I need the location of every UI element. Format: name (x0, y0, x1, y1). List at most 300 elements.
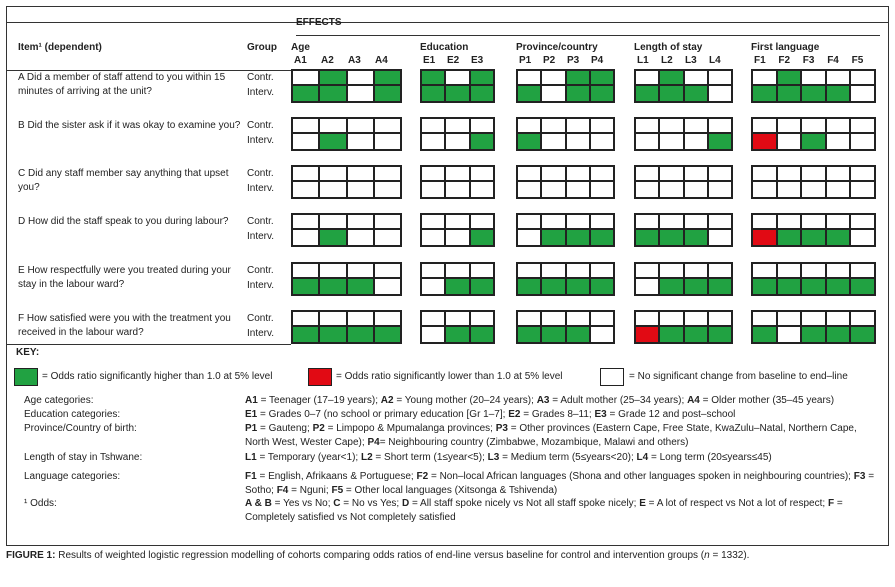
odds-cell-interv-a2-higher (319, 133, 346, 150)
key-category-description (245, 451, 880, 465)
code-e1: E1 (423, 55, 436, 66)
odds-cell-contr-e2-no-change (445, 166, 469, 181)
odds-cell-contr-p2-no-change (541, 70, 565, 85)
odds-cell-contr-e2-no-change (445, 70, 469, 85)
odds-cell-interv-l1-no-change (635, 278, 659, 295)
key-code: A & B (245, 498, 272, 509)
odds-cell-contr-l4-no-change (708, 263, 732, 278)
odds-cell-contr-e3-no-change (470, 166, 494, 181)
odds-cell-interv-f5-no-change (850, 85, 875, 102)
code-f1: F1 (754, 55, 766, 66)
odds-cell-contr-l4-no-change (708, 118, 732, 133)
odds-grid-first-language (751, 213, 876, 247)
odds-cell-contr-f5-no-change (850, 166, 875, 181)
key-category-description (245, 408, 880, 422)
odds-cell-interv-l1-higher (635, 229, 659, 246)
key-code-meaning: = Neighbouring country (Zimbabwe, Mozambique, Malawi and others) (379, 436, 689, 448)
odds-cell-interv-a1-higher (292, 326, 319, 343)
odds-cell-interv-f5-no-change (850, 133, 875, 150)
odds-grid-length-of-stay (634, 310, 733, 344)
odds-cell-contr-e2-no-change (445, 214, 469, 229)
code-f3: F3 (802, 55, 815, 66)
key-code-meaning: = All staff spoke nicely vs Not all staff spoke nicely; (409, 498, 640, 509)
odds-cell-interv-a4-no-change (374, 181, 401, 198)
odds-grid-length-of-stay (634, 69, 733, 103)
odds-cell-contr-e1-no-change (421, 263, 445, 278)
odds-cell-interv-f1-lower (752, 229, 777, 246)
group-label-interv: Interv. (247, 328, 275, 339)
odds-cell-interv-e3-higher (470, 133, 494, 150)
code-f4: F4 (827, 55, 839, 66)
odds-cell-contr-f3-no-change (801, 70, 826, 85)
effects-rule (296, 35, 880, 36)
key-code-meaning: = Adult mother (25–34 years); (549, 395, 688, 406)
odds-grid-length-of-stay (634, 213, 733, 247)
odds-cell-contr-f4-no-change (826, 70, 851, 85)
odds-cell-interv-l1-higher (635, 85, 659, 102)
item-question: D How did the staff speak to you during labour? (18, 216, 229, 227)
odds-cell-contr-p2-no-change (541, 166, 565, 181)
odds-cell-interv-f4-higher (826, 278, 851, 295)
odds-cell-contr-l1-no-change (635, 166, 659, 181)
key-code: E1 (245, 409, 258, 420)
odds-cell-interv-f2-higher (777, 278, 802, 295)
odds-cell-contr-l2-no-change (659, 118, 683, 133)
odds-cell-contr-p1-no-change (517, 214, 541, 229)
odds-cell-contr-e2-no-change (445, 118, 469, 133)
odds-cell-contr-l4-no-change (708, 214, 732, 229)
odds-grid-first-language (751, 165, 876, 199)
key-code-meaning: = Gauteng; (257, 423, 313, 434)
odds-cell-interv-p4-higher (590, 85, 614, 102)
odds-cell-contr-f3-no-change (801, 166, 826, 181)
odds-cell-interv-l2-no-change (659, 133, 683, 150)
group-label-contr: Contr. (247, 216, 274, 227)
odds-cell-contr-f1-no-change (752, 311, 777, 326)
odds-grid-length-of-stay (634, 262, 733, 296)
group-header: Group (247, 42, 277, 53)
odds-cell-interv-l3-higher (684, 85, 708, 102)
odds-cell-contr-e3-no-change (470, 263, 494, 278)
key-code-meaning: = Limpopo & Mpumalanga provinces; (324, 423, 496, 434)
odds-cell-contr-a1-no-change (292, 70, 319, 85)
odds-cell-interv-f5-no-change (850, 181, 875, 198)
odds-cell-interv-p1-no-change (517, 229, 541, 246)
odds-cell-contr-f3-no-change (801, 263, 826, 278)
key-category-label: Length of stay in Tshwane: (24, 452, 143, 463)
key-category-label: Province/Country of birth: (24, 423, 137, 434)
odds-cell-interv-a3-no-change (347, 133, 374, 150)
odds-cell-interv-f2-higher (777, 229, 802, 246)
odds-cell-interv-f2-no-change (777, 133, 802, 150)
key-code: F4 (276, 484, 289, 496)
group-label-interv: Interv. (247, 280, 275, 291)
odds-cell-interv-l2-higher (659, 229, 683, 246)
odds-cell-interv-l4-higher (708, 133, 732, 150)
odds-cell-contr-e3-no-change (470, 311, 494, 326)
odds-cell-contr-a3-no-change (347, 311, 374, 326)
odds-cell-contr-a1-no-change (292, 311, 319, 326)
white-swatch (600, 368, 624, 386)
odds-cell-interv-p4-no-change (590, 133, 614, 150)
odds-cell-interv-p3-higher (566, 278, 590, 295)
odds-cell-contr-l3-no-change (684, 166, 708, 181)
odds-cell-interv-e1-no-change (421, 326, 445, 343)
odds-cell-contr-f4-no-change (826, 118, 851, 133)
odds-cell-contr-a2-no-change (319, 263, 346, 278)
key-code-meaning: = No vs Yes; (340, 498, 402, 509)
odds-cell-contr-p3-no-change (566, 311, 590, 326)
group-name-3: Length of stay (634, 42, 703, 53)
odds-cell-contr-e3-no-change (470, 214, 494, 229)
group-label-interv: Interv. (247, 183, 275, 194)
odds-cell-interv-p2-higher (541, 278, 565, 295)
code-p3: P3 (567, 55, 580, 66)
odds-cell-interv-a2-higher (319, 326, 346, 343)
odds-cell-interv-a2-higher (319, 85, 346, 102)
odds-cell-interv-a1-no-change (292, 229, 319, 246)
key-code-meaning: = Older mother (35–45 years) (699, 395, 835, 406)
key-code: C (333, 498, 341, 509)
odds-cell-contr-f5-no-change (850, 118, 875, 133)
odds-grid-education (420, 165, 495, 199)
group-label-contr: Contr. (247, 168, 274, 179)
odds-cell-contr-e2-no-change (445, 263, 469, 278)
code-l4: L4 (709, 55, 721, 66)
odds-grid-education (420, 310, 495, 344)
odds-cell-interv-e3-higher (470, 229, 494, 246)
odds-grid-first-language (751, 117, 876, 151)
odds-cell-contr-l3-no-change (684, 118, 708, 133)
key-category-description (245, 394, 880, 408)
odds-cell-contr-f5-no-change (850, 70, 875, 85)
key-category-description (245, 470, 880, 497)
key-code-meaning: = Non–local African languages (Shona and other languages spoken in neighbouring countries); (428, 471, 854, 482)
key-code: P3 (495, 423, 508, 434)
caption-n-value: = 1332). (709, 550, 750, 561)
odds-cell-interv-e3-higher (470, 326, 494, 343)
group-name-0: Age (291, 42, 310, 53)
white-key-text: = No significant change from baseline to end–line (629, 371, 848, 382)
key-category-label: Language categories: (24, 471, 121, 482)
odds-cell-interv-f3-higher (801, 229, 826, 246)
odds-cell-interv-p4-higher (590, 278, 614, 295)
odds-grid-age (291, 310, 402, 344)
odds-grid-province-country (516, 117, 615, 151)
key-code: L3 (487, 452, 500, 463)
odds-cell-contr-a2-no-change (319, 311, 346, 326)
odds-cell-contr-e2-no-change (445, 311, 469, 326)
odds-cell-interv-f3-higher (801, 85, 826, 102)
odds-cell-contr-f1-no-change (752, 214, 777, 229)
key-code: A4 (687, 395, 700, 406)
odds-grid-age (291, 165, 402, 199)
key-code: P4 (367, 436, 380, 448)
odds-cell-interv-l4-no-change (708, 181, 732, 198)
odds-cell-contr-l2-no-change (659, 263, 683, 278)
odds-cell-contr-f4-no-change (826, 311, 851, 326)
key-category-description (245, 497, 880, 524)
odds-cell-contr-l1-no-change (635, 311, 659, 326)
odds-cell-interv-l1-no-change (635, 181, 659, 198)
odds-grid-province-country (516, 69, 615, 103)
odds-cell-interv-p2-higher (541, 229, 565, 246)
odds-cell-contr-p4-higher (590, 70, 614, 85)
red-swatch (308, 368, 332, 386)
item-question: C Did any staff member say anything that upset you? (18, 168, 229, 193)
odds-grid-province-country (516, 213, 615, 247)
group-name-1: Education (420, 42, 469, 53)
odds-cell-interv-a1-higher (292, 85, 319, 102)
odds-cell-interv-f2-higher (777, 85, 802, 102)
key-category-label: ¹ Odds: (24, 498, 57, 509)
code-a2: A2 (321, 55, 334, 66)
key-code: L4 (636, 452, 649, 463)
code-e3: E3 (471, 55, 484, 66)
item-question: B Did the sister ask if it was okay to examine you? (18, 120, 241, 131)
group-name-2: Province/country (516, 42, 598, 53)
key-code: F (827, 498, 835, 509)
code-l1: L1 (637, 55, 649, 66)
odds-cell-contr-p4-no-change (590, 263, 614, 278)
odds-grid-age (291, 117, 402, 151)
odds-cell-interv-f1-lower (752, 133, 777, 150)
odds-cell-interv-f2-no-change (777, 326, 802, 343)
odds-cell-contr-p3-no-change (566, 118, 590, 133)
odds-cell-interv-l2-no-change (659, 181, 683, 198)
odds-cell-interv-p1-higher (517, 133, 541, 150)
odds-cell-contr-l4-no-change (708, 70, 732, 85)
odds-cell-contr-p2-no-change (541, 118, 565, 133)
code-l3: L3 (685, 55, 697, 66)
key-code: F2 (416, 471, 429, 482)
odds-cell-contr-e1-no-change (421, 166, 445, 181)
odds-cell-contr-p1-no-change (517, 70, 541, 85)
odds-cell-interv-p2-no-change (541, 133, 565, 150)
odds-cell-interv-a4-no-change (374, 229, 401, 246)
key-code-meaning: = Completely satisfied vs Not completely satisfied (245, 498, 843, 523)
key-code-meaning: = Yes vs No; (271, 498, 334, 509)
green-swatch (14, 368, 38, 386)
odds-cell-interv-l1-no-change (635, 133, 659, 150)
item-question: F How satisfied were you with the treatment you received in the labour ward? (18, 313, 231, 338)
key-code: F3 (853, 471, 866, 482)
odds-cell-interv-p2-no-change (541, 181, 565, 198)
odds-cell-contr-a1-no-change (292, 263, 319, 278)
odds-cell-contr-l3-no-change (684, 70, 708, 85)
odds-grid-province-country (516, 165, 615, 199)
odds-cell-interv-p3-no-change (566, 181, 590, 198)
odds-grid-length-of-stay (634, 165, 733, 199)
key-code-meaning: = Teenager (17–19 years); (257, 395, 381, 406)
key-code: P2 (312, 423, 325, 434)
odds-cell-interv-l4-higher (708, 326, 732, 343)
odds-cell-contr-f1-no-change (752, 70, 777, 85)
odds-cell-contr-a1-no-change (292, 118, 319, 133)
odds-cell-contr-a4-no-change (374, 214, 401, 229)
odds-grid-education (420, 69, 495, 103)
code-f2: F2 (778, 55, 791, 66)
odds-cell-interv-a4-higher (374, 85, 401, 102)
odds-cell-contr-p4-no-change (590, 214, 614, 229)
odds-cell-interv-e2-no-change (445, 181, 469, 198)
key-code: F1 (245, 471, 257, 482)
odds-cell-contr-a1-no-change (292, 166, 319, 181)
code-a1: A1 (294, 55, 307, 66)
odds-cell-contr-a2-no-change (319, 166, 346, 181)
odds-cell-interv-f4-no-change (826, 181, 851, 198)
item-question: A Did a member of staff attend to you within 15 minutes of arriving at the unit? (18, 72, 226, 97)
odds-cell-contr-a1-no-change (292, 214, 319, 229)
odds-cell-interv-e2-higher (445, 85, 469, 102)
key-code: E2 (508, 409, 521, 420)
odds-cell-interv-f1-higher (752, 326, 777, 343)
odds-cell-interv-f1-higher (752, 85, 777, 102)
odds-cell-contr-f1-no-change (752, 263, 777, 278)
key-code-meaning: = Young mother (20–24 years); (393, 395, 537, 406)
odds-cell-contr-l1-no-change (635, 70, 659, 85)
odds-grid-first-language (751, 310, 876, 344)
odds-cell-contr-a2-no-change (319, 214, 346, 229)
odds-cell-contr-a4-no-change (374, 166, 401, 181)
key-code-meaning: = Other local languages (Xitsonga & Tshivenda) (343, 484, 558, 496)
odds-cell-interv-a4-no-change (374, 278, 401, 295)
odds-cell-contr-f5-no-change (850, 263, 875, 278)
odds-cell-interv-a3-no-change (347, 229, 374, 246)
odds-grid-first-language (751, 69, 876, 103)
key-code-meaning: = Temporary (year<1); (256, 452, 361, 463)
group-label-contr: Contr. (247, 265, 274, 276)
green-key-text: = Odds ratio significantly higher than 1.0 at 5% level (42, 371, 273, 382)
odds-cell-interv-e2-no-change (445, 133, 469, 150)
odds-cell-interv-p3-no-change (566, 133, 590, 150)
odds-grid-province-country (516, 262, 615, 296)
odds-cell-contr-a4-higher (374, 70, 401, 85)
odds-cell-contr-p1-no-change (517, 118, 541, 133)
odds-cell-interv-f3-no-change (801, 181, 826, 198)
odds-grid-education (420, 117, 495, 151)
code-p1: P1 (519, 55, 532, 66)
caption-text: Results of weighted logistic regression modelling of cohorts comparing odds ratios of end-line versus baseline for control and intervention groups ( (55, 550, 705, 561)
odds-cell-contr-a4-no-change (374, 311, 401, 326)
odds-cell-interv-f3-higher (801, 133, 826, 150)
odds-cell-contr-p1-no-change (517, 166, 541, 181)
odds-cell-contr-p4-no-change (590, 311, 614, 326)
odds-cell-contr-f2-no-change (777, 118, 802, 133)
code-e2: E2 (447, 55, 460, 66)
odds-cell-interv-l3-higher (684, 278, 708, 295)
odds-cell-interv-e3-higher (470, 278, 494, 295)
key-code-meaning: = Medium term (5≤years<20); (499, 452, 637, 463)
odds-cell-contr-l2-no-change (659, 311, 683, 326)
key-code: D (401, 498, 410, 509)
odds-cell-contr-e3-higher (470, 70, 494, 85)
odds-cell-interv-f4-higher (826, 326, 851, 343)
key-code-meaning: = Short term (1≤year<5); (372, 452, 488, 463)
odds-cell-interv-a2-higher (319, 278, 346, 295)
odds-cell-interv-p1-higher (517, 278, 541, 295)
odds-cell-contr-l2-no-change (659, 214, 683, 229)
odds-cell-interv-f2-no-change (777, 181, 802, 198)
red-key-text: = Odds ratio significantly lower than 1.0 at 5% level (336, 371, 563, 382)
key-code: A2 (380, 395, 394, 406)
odds-cell-interv-a4-no-change (374, 133, 401, 150)
odds-cell-contr-f5-no-change (850, 214, 875, 229)
odds-cell-contr-e1-no-change (421, 214, 445, 229)
odds-cell-interv-e1-no-change (421, 133, 445, 150)
odds-cell-contr-a3-no-change (347, 214, 374, 229)
effects-label: EFFECTS (296, 17, 342, 28)
key-category-label: Age categories: (24, 395, 94, 406)
key-code: L1 (245, 452, 257, 463)
odds-grid-age (291, 69, 402, 103)
odds-cell-contr-p1-no-change (517, 263, 541, 278)
odds-grid-education (420, 213, 495, 247)
key-code: F5 (331, 484, 344, 496)
odds-cell-interv-f4-higher (826, 229, 851, 246)
odds-cell-contr-a3-no-change (347, 263, 374, 278)
odds-cell-interv-e2-higher (445, 278, 469, 295)
key-code-meaning: = Grade 12 and post–school (606, 409, 736, 420)
odds-cell-interv-e2-no-change (445, 229, 469, 246)
key-code-meaning: = English, Afrikaans & Portuguese; (256, 471, 417, 482)
odds-cell-contr-a4-no-change (374, 118, 401, 133)
key-title: KEY: (16, 347, 40, 358)
odds-cell-contr-a3-no-change (347, 166, 374, 181)
odds-cell-contr-p3-no-change (566, 263, 590, 278)
odds-cell-interv-a2-no-change (319, 181, 346, 198)
odds-cell-interv-f4-higher (826, 85, 851, 102)
key-code: L2 (360, 452, 373, 463)
odds-cell-contr-p4-no-change (590, 118, 614, 133)
key-code-meaning: = A lot of respect vs Not a lot of respect; (645, 498, 828, 509)
odds-cell-contr-a4-no-change (374, 263, 401, 278)
odds-cell-contr-l4-no-change (708, 166, 732, 181)
odds-cell-interv-p1-no-change (517, 181, 541, 198)
odds-cell-contr-l1-no-change (635, 214, 659, 229)
item-header: Item¹ (dependent) (18, 42, 102, 53)
odds-cell-contr-l1-no-change (635, 118, 659, 133)
key-code: E (639, 498, 646, 509)
odds-cell-interv-l3-no-change (684, 133, 708, 150)
odds-cell-contr-f2-no-change (777, 214, 802, 229)
group-label-interv: Interv. (247, 87, 275, 98)
odds-cell-interv-e3-higher (470, 85, 494, 102)
odds-cell-contr-l2-higher (659, 70, 683, 85)
code-p4: P4 (591, 55, 604, 66)
odds-cell-interv-a3-higher (347, 326, 374, 343)
odds-cell-interv-a3-higher (347, 278, 374, 295)
group-label-interv: Interv. (247, 135, 275, 146)
odds-cell-contr-f2-no-change (777, 166, 802, 181)
odds-cell-interv-p4-no-change (590, 326, 614, 343)
odds-cell-contr-e1-higher (421, 70, 445, 85)
odds-cell-interv-p3-higher (566, 326, 590, 343)
odds-cell-interv-p4-no-change (590, 181, 614, 198)
odds-cell-interv-a1-higher (292, 278, 319, 295)
odds-cell-contr-a3-no-change (347, 70, 374, 85)
odds-cell-interv-a1-no-change (292, 133, 319, 150)
odds-cell-contr-p2-no-change (541, 311, 565, 326)
odds-cell-interv-e3-no-change (470, 181, 494, 198)
odds-cell-contr-f5-no-change (850, 311, 875, 326)
odds-cell-interv-p2-no-change (541, 85, 565, 102)
item-question: E How respectfully were you treated during your stay in the labour ward? (18, 265, 231, 290)
odds-cell-contr-p2-no-change (541, 214, 565, 229)
odds-grid-length-of-stay (634, 117, 733, 151)
odds-cell-interv-f3-higher (801, 278, 826, 295)
odds-cell-interv-l3-higher (684, 326, 708, 343)
